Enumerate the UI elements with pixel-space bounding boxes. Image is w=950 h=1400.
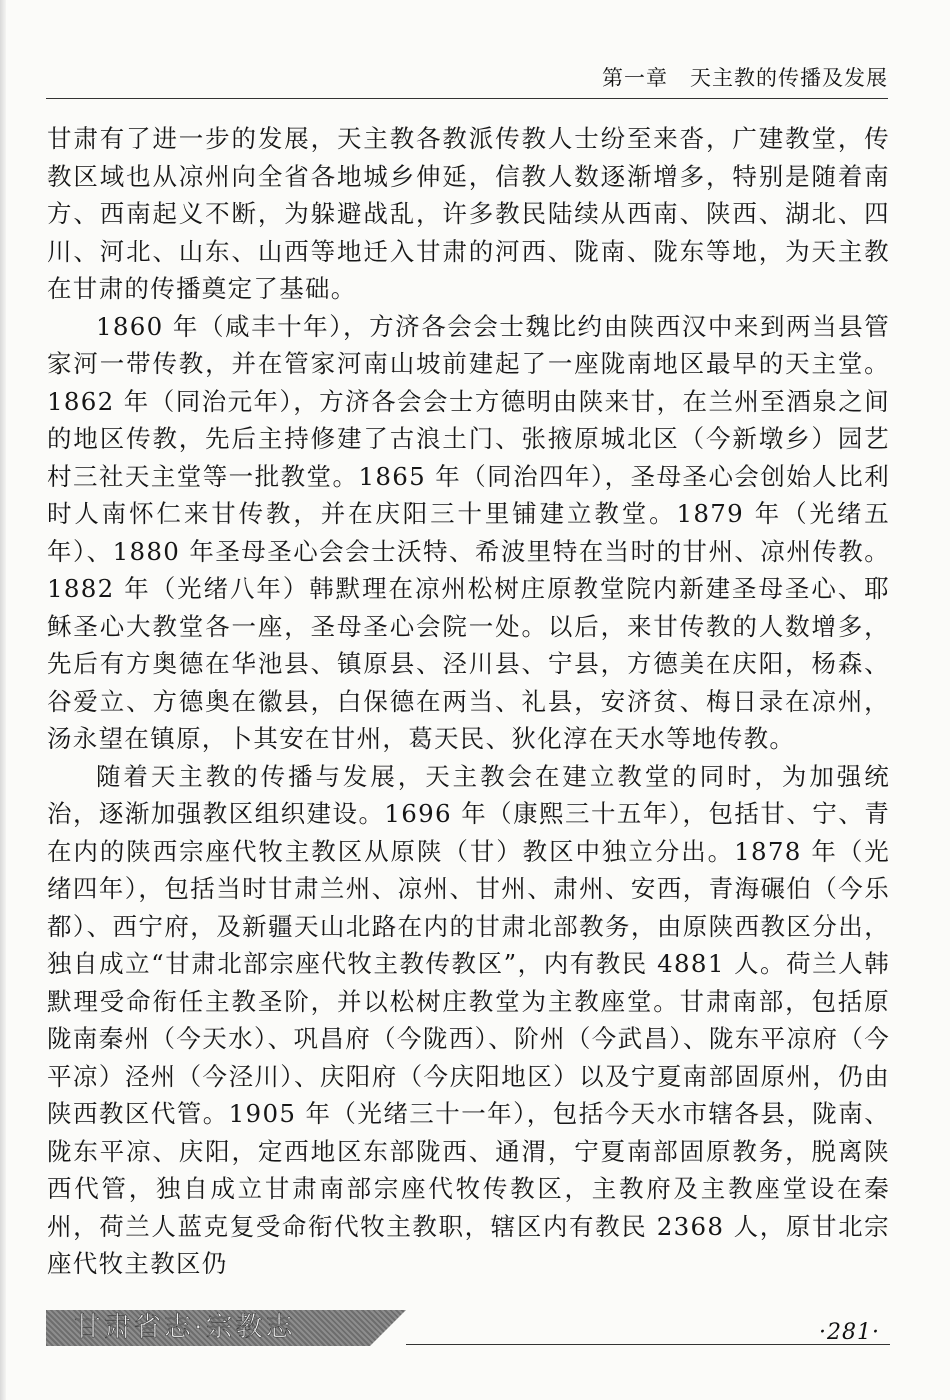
paragraph-continuation: 甘肃有了进一步的发展，天主教各教派传教人士纷至来沓，广建教堂，传教区域也从凉州向全省各地城乡伸延，信教人数逐渐增多，特别是随着南方、西南起义不断，为躲避战乱，许多教民陆续从西南、陕西、湖北、四川、河北、山东、山西等地迁入甘肃的河西、陇南、陇东等地，为天主教在甘肃的传播奠定了基础。 [47,124,890,303]
page-edge-shadow [0,0,6,1400]
footer-rule [406,1344,890,1345]
header-rule [46,98,888,99]
page-number: ·281· [819,1320,880,1345]
paragraph-missionaries: 1860 年（咸丰十年），方济各会会士魏比约由陕西汉中来到两当县管家河一带传教，并在管家河南山坡前建起了一座陇南地区最早的天主堂。1862 年（同治元年），方济各会会士方德明由陕来甘，在兰州至酒泉之间的地区传教，先后主持修建了古浪土门、张掖原城北区（今新墩乡）园艺村三社天主堂等一批教堂。1865 年（同治四年），圣母圣心会创始人比利时人南怀仁来甘传教，并在庆阳三十里铺建立教堂。1879 年（光绪五年）、1880 年圣母圣心会会士沃特、希波里特在当时的甘州、凉州传教。1882 年（光绪八年）韩默理在凉州松树庄原教堂院内新建圣母圣心、耶稣圣心大教堂各一座，圣母圣心会院一处。以后，来甘传教的人数增多，先后有方奥德在华池县、镇原县、泾川县、宁县，方德美在庆阳，杨森、谷爱立、方德奥在徽县，白保德在两当、礼县，安济贫、梅日录在凉州，汤永望在镇原，卜其安在甘州，葛天民、狄化淳在天水等地传教。 [47,311,890,753]
paragraph-dioceses: 随着天主教的传播与发展，天主教会在建立教堂的同时，为加强统治，逐渐加强教区组织建设。1696 年（康熙三十五年），包括甘、宁、青在内的陕西宗座代牧主教区从原陕（甘）教区中独立分出。1878 年（光绪四年），包括当时甘肃兰州、凉州、甘州、肃州、安西，青海碾伯（今乐都）、西宁府，及新疆天山北路在内的甘肃北部教务，由原陕西教区分出，独自成立“甘肃北部宗座代牧主教传教区”，内有教民 4881 人。荷兰人韩默理受命衔任主教圣阶，并以松树庄教堂为主教座堂。甘肃南部，包括原陇南秦州（今天水）、巩昌府（今陇西）、阶州（今武昌）、陇东平凉府（今平凉）泾州（今泾川）、庆阳府（今庆阳地区）以及宁夏南部固原州，仍由陕西教区代管。1905 年（光绪三十一年），包括今天水市辖各县，陇南、陇东平凉、庆阳，定西地区东部陇西、通渭，宁夏南部固原教务，脱离陕西代管，独自成立甘肃南部宗座代牧传教区，主教府及主教座堂设在秦州，荷兰人蓝克复受命衔代牧主教职，辖区内有教民 2368 人，原甘北宗座代牧主教区仍 [47,761,890,1278]
body-text [47,120,890,1283]
book-title: 甘肃省志·宗教志 [74,1312,296,1343]
running-header: 第一章 天主教的传播及发展 [602,66,888,90]
